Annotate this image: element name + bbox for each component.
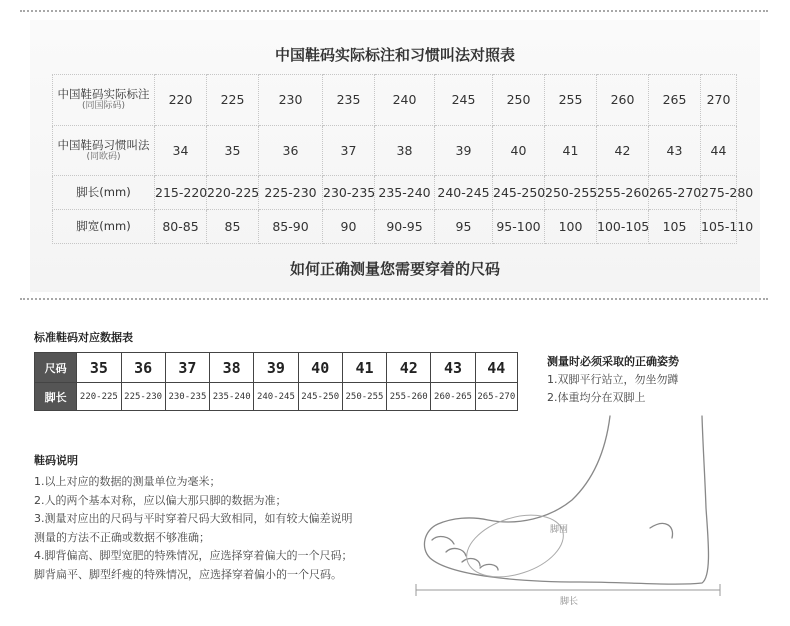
posture-line: 1.双脚平行站立，勿坐勿蹲 bbox=[547, 373, 679, 386]
girth-ellipse bbox=[459, 504, 571, 588]
posture-list bbox=[547, 371, 679, 407]
note-line: 1.以上对应的数据的测量单位为毫米； bbox=[34, 475, 221, 488]
foot-length-cell: 235-240 bbox=[210, 383, 254, 411]
top-divider bbox=[20, 10, 768, 12]
foot-length-cell: 260-265 bbox=[431, 383, 475, 411]
note-line: 3.测量对应出的尺码与平时穿着尺码大致相同，如有较大偏差说明 bbox=[34, 512, 353, 525]
row-label: 中国鞋码实际标注 bbox=[57, 87, 150, 102]
conversion-cell: 44 bbox=[701, 125, 737, 176]
conversion-cell: 105-110 bbox=[701, 210, 737, 244]
standard-table-title: 标准鞋码对应数据表 bbox=[34, 331, 133, 344]
conversion-cell: 245 bbox=[435, 75, 493, 126]
conversion-cell: 80-85 bbox=[155, 210, 207, 244]
conversion-row-header bbox=[53, 176, 155, 210]
girth-label: 脚围 bbox=[550, 525, 569, 535]
conversion-cell: 265 bbox=[649, 75, 701, 126]
conversion-cell: 230-235 bbox=[323, 176, 375, 210]
conversion-cell: 38 bbox=[375, 125, 435, 176]
note-line: 脚背扁平、脚型纤瘦的特殊情况，应选择穿着偏小的一个尺码。 bbox=[34, 567, 342, 581]
conversion-cell: 250 bbox=[493, 75, 545, 126]
foot-length-cell: 255-260 bbox=[387, 383, 431, 411]
conversion-cell: 34 bbox=[155, 125, 207, 176]
foot-length-cell: 225-230 bbox=[121, 383, 165, 411]
conversion-row bbox=[53, 176, 737, 210]
conversion-cell: 270 bbox=[701, 75, 737, 126]
conversion-cell: 215-220 bbox=[155, 176, 207, 210]
row-label: 脚宽(mm) bbox=[76, 219, 131, 234]
notes-list bbox=[34, 473, 404, 584]
conversion-row-header bbox=[53, 210, 155, 244]
size-row-header: 尺码 bbox=[35, 353, 77, 383]
conversion-cell: 245-250 bbox=[493, 176, 545, 210]
conversion-cell: 220-225 bbox=[207, 176, 259, 210]
note-line: 2.人的两个基本对称，应以偏大那只脚的数据为准； bbox=[34, 493, 287, 507]
conversion-cell: 265-270 bbox=[649, 176, 701, 210]
conversion-row bbox=[53, 210, 737, 244]
posture-title: 测量时必须采取的正确姿势 bbox=[547, 355, 679, 368]
conversion-cell: 90-95 bbox=[375, 210, 435, 244]
foot-length-cell: 230-235 bbox=[165, 383, 209, 411]
conversion-cell: 100-105 bbox=[597, 210, 649, 244]
row-sublabel: (同欧码) bbox=[86, 152, 121, 163]
foot-length-cell: 265-270 bbox=[475, 383, 517, 411]
conversion-cell: 90 bbox=[323, 210, 375, 244]
conversion-cell: 235 bbox=[323, 75, 375, 126]
foot-length-cell: 240-245 bbox=[254, 383, 298, 411]
conversion-cell: 95 bbox=[435, 210, 493, 244]
conversion-cell: 275-280 bbox=[701, 176, 737, 210]
conversion-cell: 39 bbox=[435, 125, 493, 176]
conversion-cell: 95-100 bbox=[493, 210, 545, 244]
standard-size-table bbox=[34, 352, 518, 411]
conversion-cell: 85 bbox=[207, 210, 259, 244]
conversion-cell: 105 bbox=[649, 210, 701, 244]
length-label: 脚长 bbox=[560, 597, 579, 607]
note-line: 测量的方法不正确或数据不够准确； bbox=[34, 530, 210, 544]
conversion-cell: 42 bbox=[597, 125, 649, 176]
conversion-cell: 41 bbox=[545, 125, 597, 176]
conversion-cell: 235-240 bbox=[375, 176, 435, 210]
size-cell: 37 bbox=[165, 353, 209, 383]
middle-divider bbox=[20, 298, 768, 300]
conversion-cell: 100 bbox=[545, 210, 597, 244]
size-cell: 44 bbox=[475, 353, 517, 383]
conversion-cell: 35 bbox=[207, 125, 259, 176]
conversion-row-header bbox=[53, 75, 155, 126]
foot-length-row-header: 脚长 bbox=[35, 383, 77, 411]
conversion-row bbox=[53, 75, 737, 126]
ankle-line bbox=[650, 523, 673, 538]
conversion-cell: 250-255 bbox=[545, 176, 597, 210]
size-cell: 35 bbox=[77, 353, 121, 383]
foot-measurement-diagram bbox=[410, 408, 730, 618]
size-cell: 38 bbox=[210, 353, 254, 383]
conversion-cell: 225-230 bbox=[259, 176, 323, 210]
conversion-row bbox=[53, 125, 737, 176]
size-cell: 39 bbox=[254, 353, 298, 383]
conversion-cell: 43 bbox=[649, 125, 701, 176]
conversion-cell: 220 bbox=[155, 75, 207, 126]
note-line: 4.脚背偏高、脚型宽肥的特殊情况，应选择穿着偏大的一个尺码； bbox=[34, 549, 353, 562]
notes-title: 鞋码说明 bbox=[34, 454, 78, 467]
conversion-cell: 40 bbox=[493, 125, 545, 176]
conversion-cell: 37 bbox=[323, 125, 375, 176]
conversion-cell: 240 bbox=[375, 75, 435, 126]
conversion-cell: 225 bbox=[207, 75, 259, 126]
size-cell: 42 bbox=[387, 353, 431, 383]
row-label: 脚长(mm) bbox=[76, 185, 131, 200]
conversion-cell: 36 bbox=[259, 125, 323, 176]
size-cell: 43 bbox=[431, 353, 475, 383]
conversion-title: 中国鞋码实际标注和习惯叫法对照表 bbox=[274, 46, 515, 64]
foot-length-cell: 220-225 bbox=[77, 383, 121, 411]
row-sublabel: (同国际码) bbox=[81, 101, 126, 112]
size-cell: 41 bbox=[342, 353, 386, 383]
size-cell: 40 bbox=[298, 353, 342, 383]
row-label: 中国鞋码习惯叫法 bbox=[57, 138, 150, 153]
foot-length-cell: 245-250 bbox=[298, 383, 342, 411]
conversion-cell: 255-260 bbox=[597, 176, 649, 210]
foot-length-cell: 250-255 bbox=[342, 383, 386, 411]
conversion-cell: 260 bbox=[597, 75, 649, 126]
conversion-cell: 240-245 bbox=[435, 176, 493, 210]
conversion-cell: 85-90 bbox=[259, 210, 323, 244]
conversion-cell: 230 bbox=[259, 75, 323, 126]
measure-title: 如何正确测量您需要穿着的尺码 bbox=[289, 260, 500, 278]
conversion-cell: 255 bbox=[545, 75, 597, 126]
conversion-row-header bbox=[53, 125, 155, 176]
posture-line: 2.体重均分在双脚上 bbox=[547, 391, 646, 404]
conversion-table bbox=[52, 74, 754, 244]
size-cell: 36 bbox=[121, 353, 165, 383]
